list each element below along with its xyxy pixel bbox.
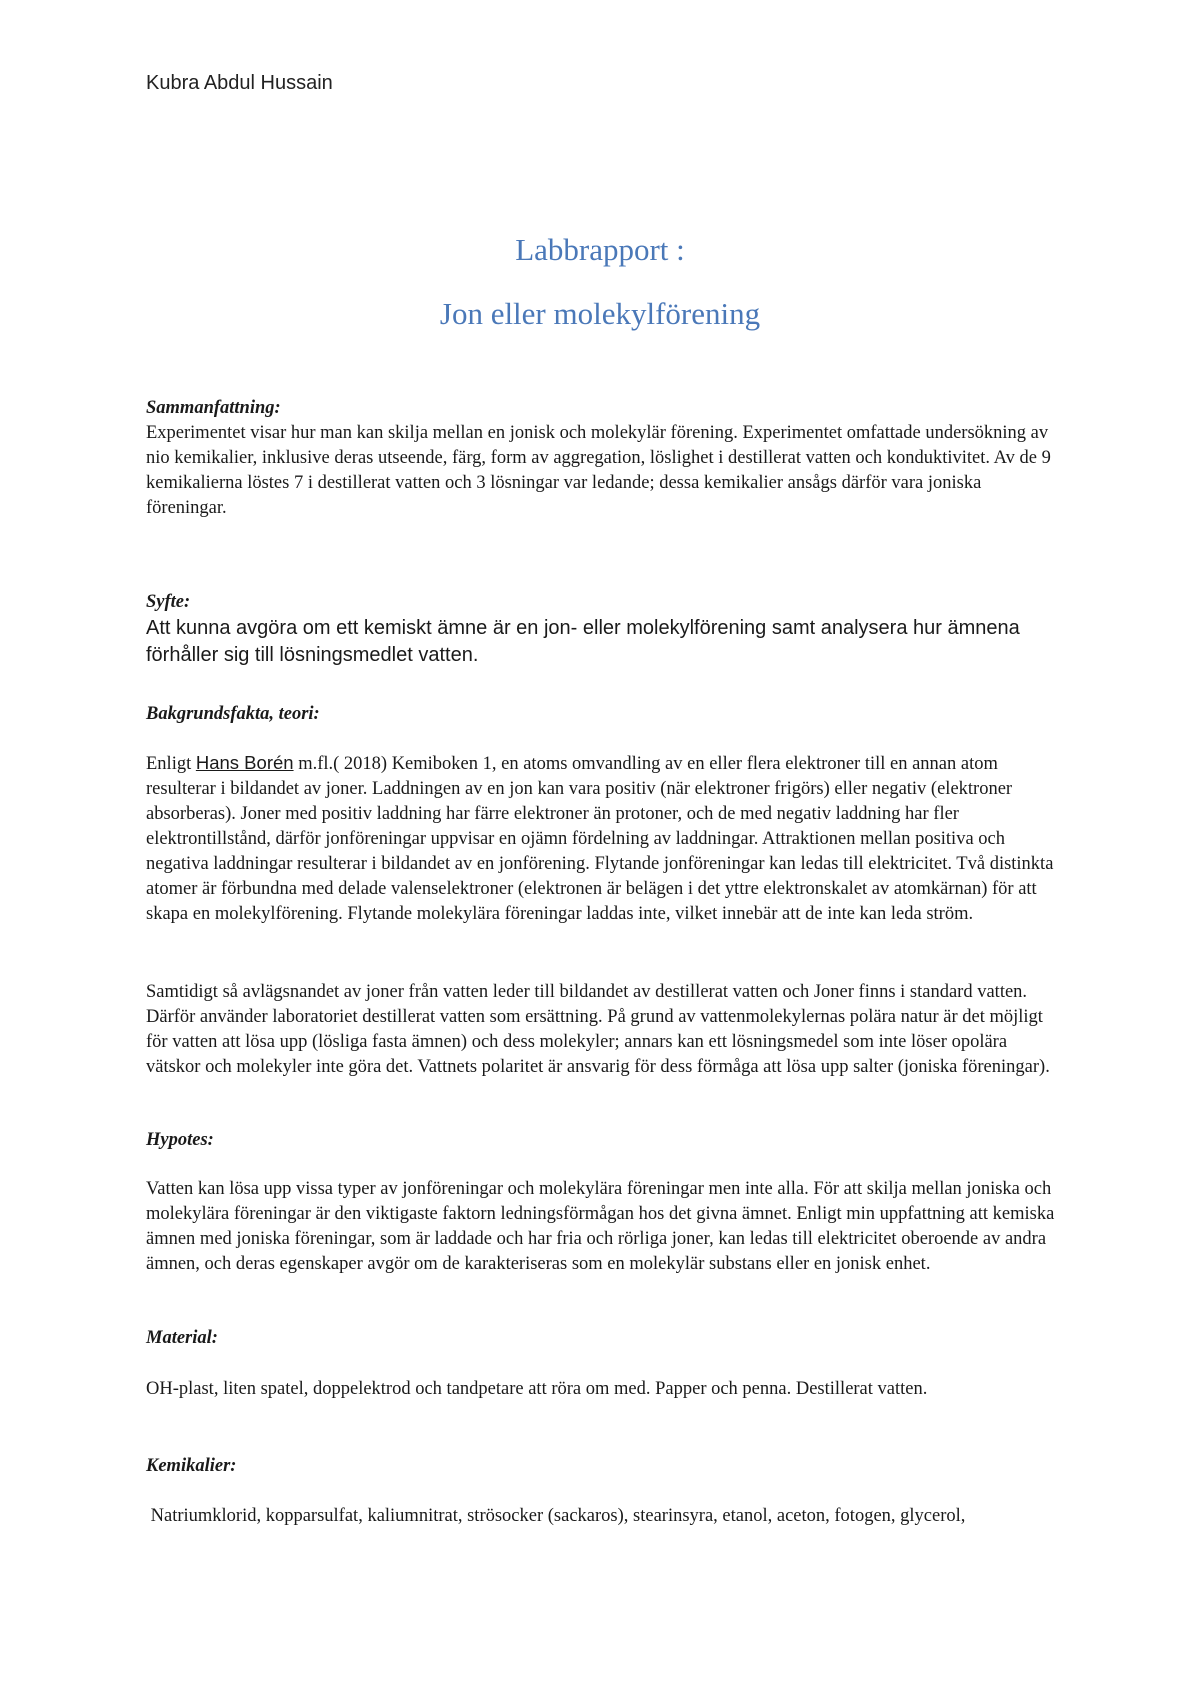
- hypotes-paragraph: [146, 1177, 1058, 1277]
- material-paragraph: [146, 1377, 1058, 1402]
- author-name: Kubra Abdul Hussain: [146, 72, 333, 94]
- syfte-heading: Syfte:: [146, 592, 191, 612]
- summary-section: [146, 396, 1058, 521]
- syfte-section: [146, 590, 1058, 669]
- bakgrund-p1-prefix: Enligt: [146, 754, 196, 774]
- document-subtitle: Jon eller molekylförening: [439, 296, 761, 331]
- hypotes-heading: Hypotes:: [146, 1130, 214, 1150]
- syfte-text: Att kunna avgöra om ett kemiskt ämne är en jon- eller molekylförening samt analysera hur ämnena förhåller sig till lösningsmedlet vatten.: [146, 617, 1020, 666]
- material-heading: Material:: [146, 1328, 218, 1348]
- author-reference-link[interactable]: Hans Borén: [195, 752, 294, 773]
- document-title: Labbrapport :: [515, 232, 685, 267]
- material-heading-block: [146, 1326, 1058, 1351]
- bakgrund-paragraph-1: [146, 750, 1058, 927]
- kemikalier-text: Natriumklorid, kopparsulfat, kaliumnitrat, strösocker (sackaros), stearinsyra, etanol, aceton, fotogen, glycerol,: [146, 1506, 966, 1526]
- hypotes-text: Vatten kan lösa upp vissa typer av jonföreningar och molekylära föreningar men inte alla. För att skilja mellan joniska och molekylära föreningar är den viktigaste faktorn ledningsförmågan hos det givna ämnet. Enligt min uppfattning att kemiska ämnen med joniska föreningar, som är laddade och har fria och rörliga joner, kan ledas till elektricitet oberoende av andra ämnen, och deras egenskaper avgör om de karakteriseras som en molekylär substans eller en jonisk enhet.: [146, 1179, 1055, 1274]
- summary-text: Experimentet visar hur man kan skilja mellan en jonisk och molekylär förening. Experimentet omfattade undersökning av nio kemikalier, inklusive deras utseende, färg, form av aggregation, löslighet i destillerat vatten och konduktivitet. Av de 9 kemikalierna löstes 7 i destillerat vatten och 3 lösningar var ledande; dessa kemikalier ansågs därför vara joniska föreningar.: [146, 423, 1051, 518]
- bakgrund-p1-text: m.fl.( 2018) Kemiboken 1, en atoms omvandling av en eller flera elektroner till en annan atom resulterar i bildandet av joner. Laddningen av en jon kan vara positiv (när elektroner frigörs) eller negativ (elektroner absorberas). Joner med positiv laddning har färre elektroner än protoner, och de med negativ laddning har fler elektrontillstånd, därför jonföreningar uppvisar en ojämn fördelning av laddningar. Attraktionen mellan positiva och negativa laddningar resulterar i bildandet av en jonförening. Flytande jonföreningar kan ledas till elektricitet. Två distinkta atomer är förbundna med delade valenselektroner (elektronen är belägen i det yttre elektronskalet av atomkärnan) för att skapa en molekylförening. Flytande molekylära föreningar laddas inte, vilket innebär att de inte kan leda ström.: [146, 754, 1054, 924]
- bakgrund-paragraph-2: [146, 980, 1058, 1080]
- bakgrund-heading: Bakgrundsfakta, teori:: [146, 704, 320, 724]
- bakgrund-p2-text: Samtidigt så avlägsnandet av joner från vatten leder till bildandet av destillerat vatten och Joner finns i standard vatten. Därför använder laboratoriet destillerat vatten som ersättning. På grund av vattenmolekylernas polära natur är det möjligt för vatten att lösa upp (lösliga fasta ämnen) och dess molekyler; annars kan ett lösningsmedel som inte löser opolära vätskor och molekyler inte göra det. Vattnets polaritet är ansvarig för dess förmåga att lösa upp salter (joniska föreningar).: [146, 982, 1050, 1077]
- bakgrund-heading-block: [146, 702, 1058, 727]
- kemikalier-paragraph: [146, 1504, 1058, 1529]
- kemikalier-heading-block: [146, 1454, 1058, 1479]
- kemikalier-heading: Kemikalier:: [146, 1456, 237, 1476]
- material-text: OH-plast, liten spatel, doppelektrod och tandpetare att röra om med. Papper och penna. Destillerat vatten.: [146, 1379, 928, 1399]
- summary-heading: Sammanfattning:: [146, 398, 281, 418]
- hypotes-heading-block: [146, 1128, 1058, 1153]
